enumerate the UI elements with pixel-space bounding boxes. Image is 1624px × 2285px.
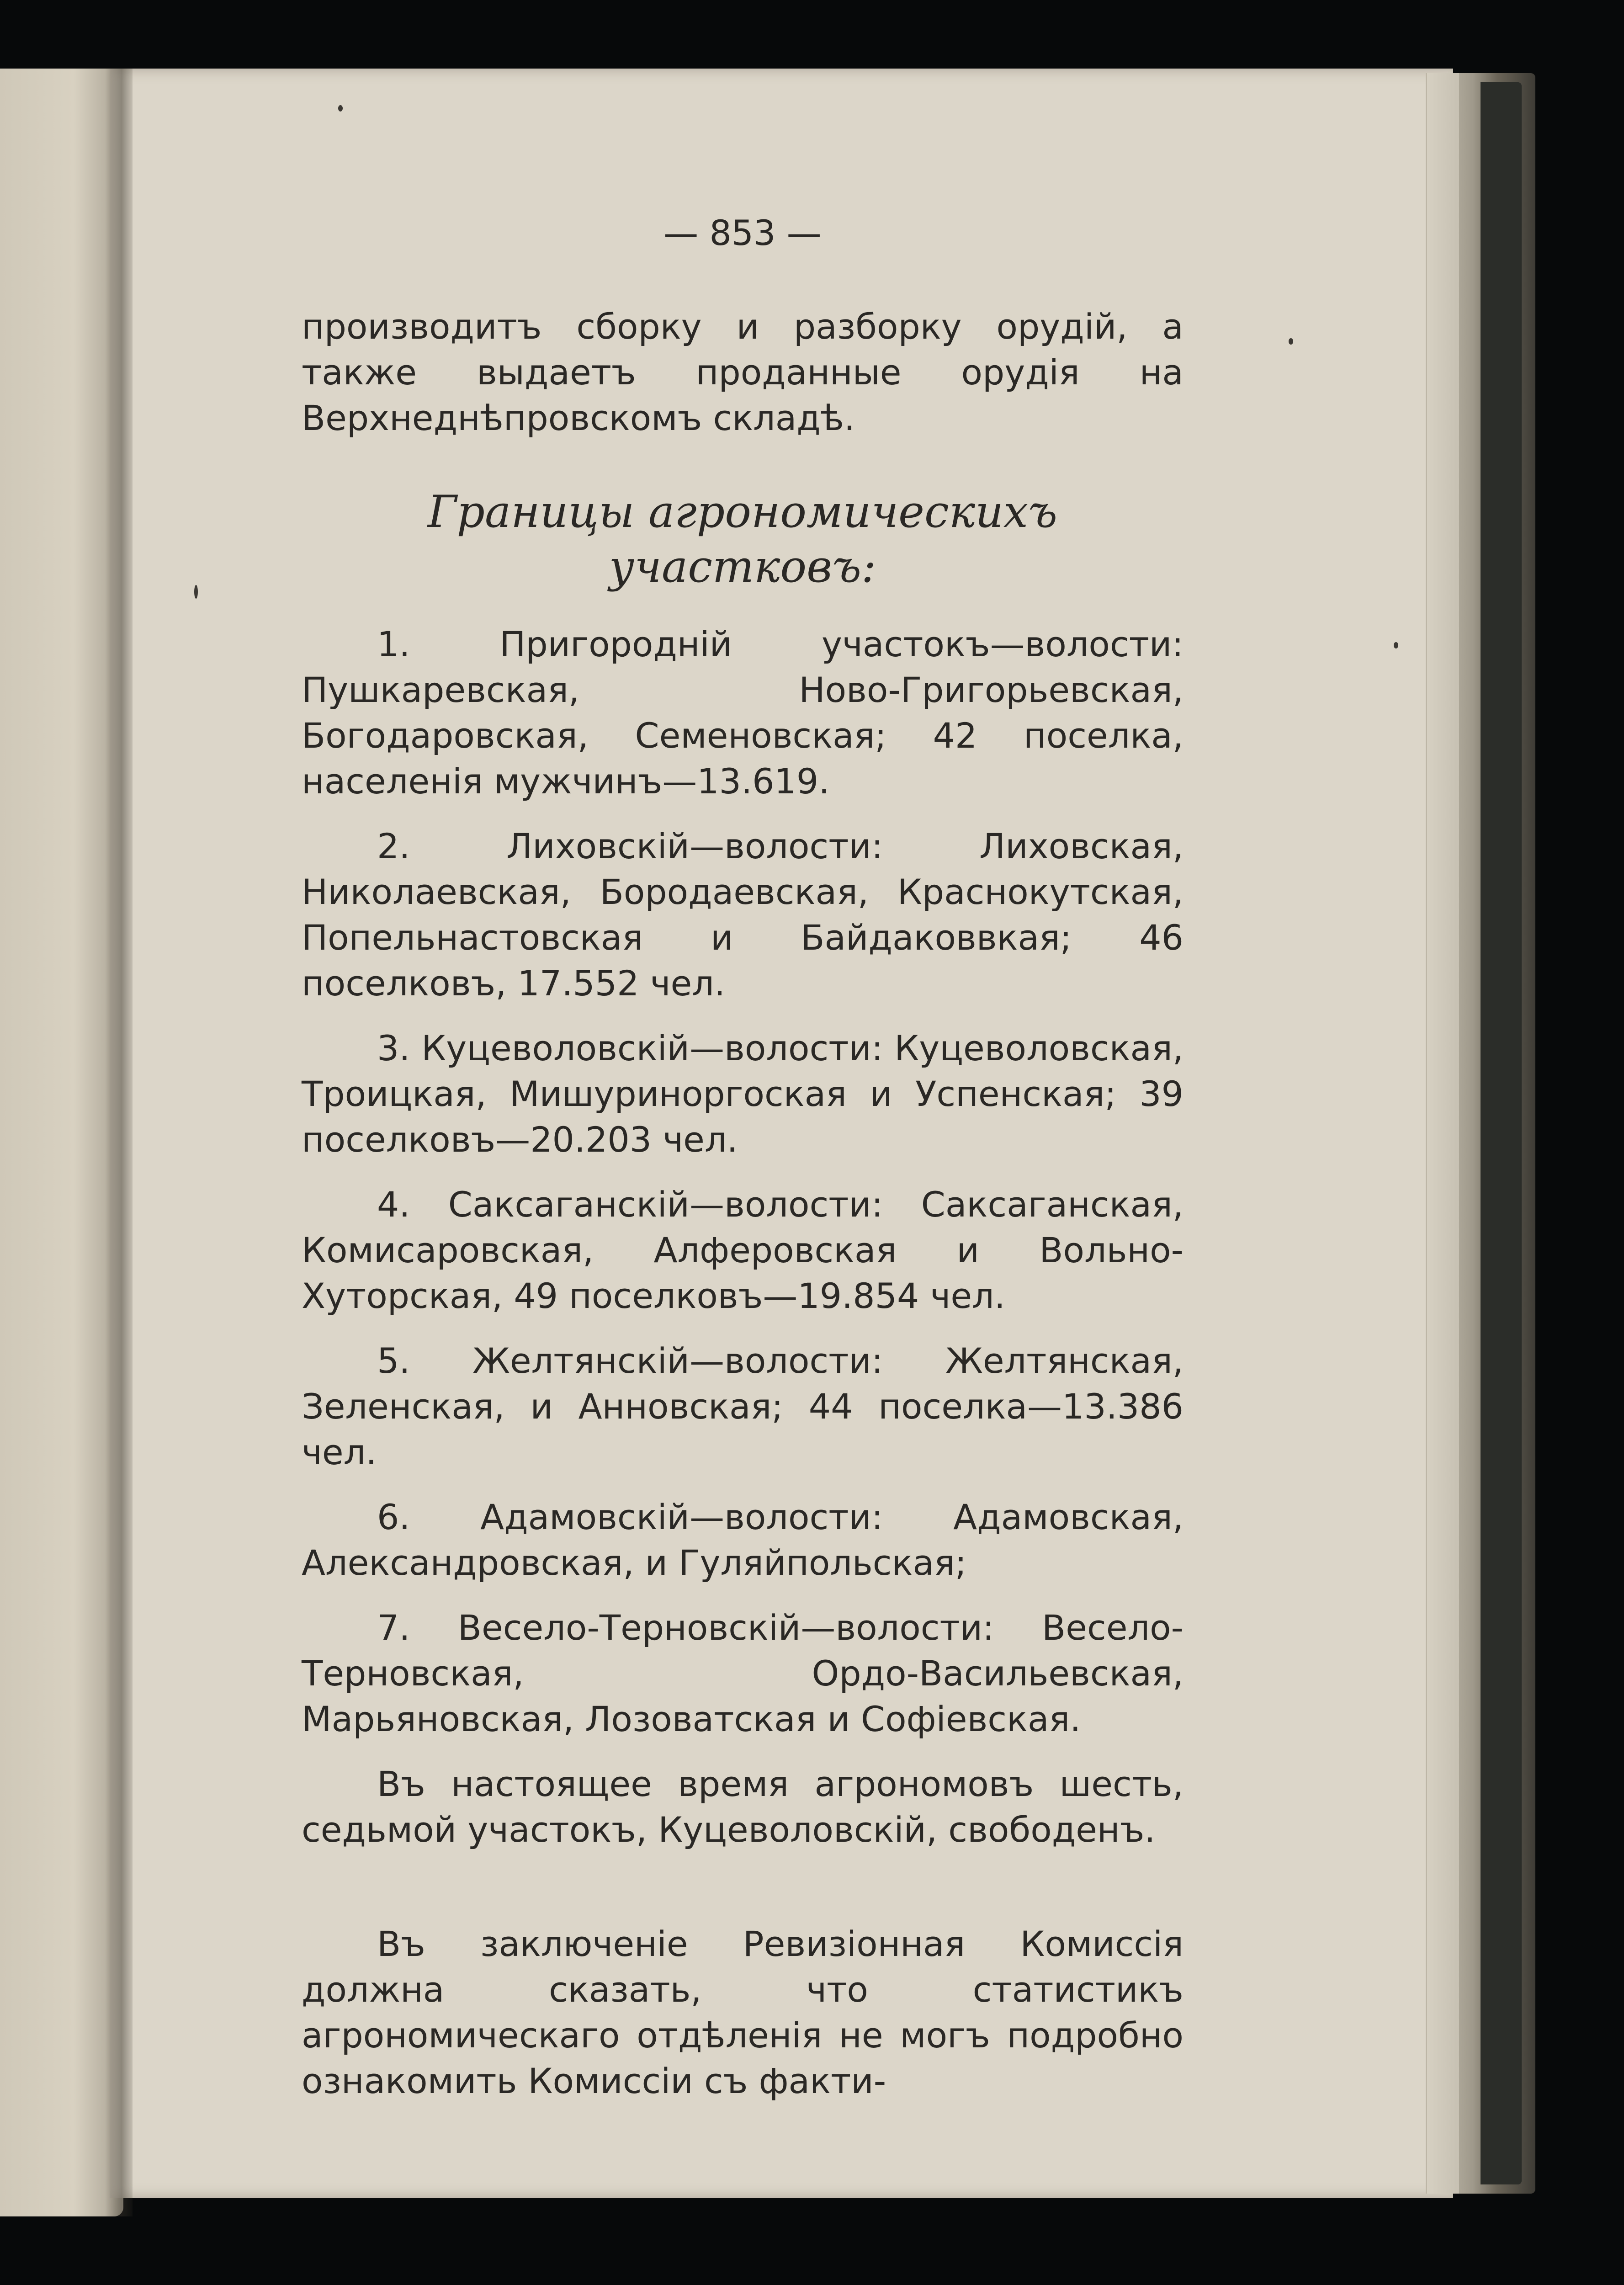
book-cover-edge: [1481, 82, 1522, 2184]
section-paragraph-3: 3. Куцеволовскій—волости: Куцеволовская, Троицкая, Мишуриноргоская и Успенская; 39 поселковъ—20.203 чел.: [302, 1028, 1184, 1160]
section-paragraph-5: 5. Желтянскій—волости: Желтянская, Зеленская, и Анновская; 44 поселка—13.386 чел.: [302, 1340, 1184, 1472]
section-paragraph-6: 6. Адамовскій—волости: Адамовская, Александровская, и Гуляйпольская;: [302, 1497, 1184, 1583]
page-number: — 853 —: [663, 213, 822, 253]
page-text: [302, 210, 1184, 2104]
intro-paragraph: производитъ сборку и разборку орудій, а также выдаетъ проданные орудія на Верхнеднѣпровскомъ складѣ.: [302, 306, 1184, 438]
conclusion-paragraph: Въ заключеніе Ревизіонная Комиссія должна сказать, что статистикъ агрономическаго отдѣленія не могъ подробно ознакомить Комиссіи съ факти-: [302, 1924, 1184, 2101]
speck-mark: [1289, 338, 1293, 345]
speck-mark: [1394, 642, 1398, 648]
book-gutter: [105, 69, 133, 2216]
page-right-margin: [1426, 73, 1459, 2194]
section-paragraph-7: 7. Весело-Терновскій—волости: Весело-Терновская, Ордо-Васильевская, Марьяновская, Лозоватская и Софіевская.: [302, 1607, 1184, 1739]
section-paragraph-2: 2. Лиховскій—волости: Лиховская, Николаевская, Бородаевская, Краснокутская, Попельнастовская и Байдаковвкая; 46 поселковъ, 17.552 чел.: [302, 826, 1184, 1004]
section-heading: Границы агрономическихъ участковъ:: [427, 486, 1058, 592]
speck-mark: [338, 105, 343, 112]
speck-mark: [194, 585, 198, 599]
section-paragraph-1: 1. Пригородній участокъ—волости: Пушкаревская, Ново-Григорьевская, Богодаровская, Семеновская; 42 поселка, населенія мужчинъ—13.619.: [302, 624, 1184, 802]
status-paragraph: Въ настоящее время агрономовъ шесть, седьмой участокъ, Куцеволовскій, свободенъ.: [302, 1764, 1184, 1850]
section-paragraph-4: 4. Саксаганскій—волости: Саксаганская, Комисаровская, Алферовская и Вольно-Хуторская, 49 поселковъ—19.854 чел.: [302, 1184, 1184, 1316]
